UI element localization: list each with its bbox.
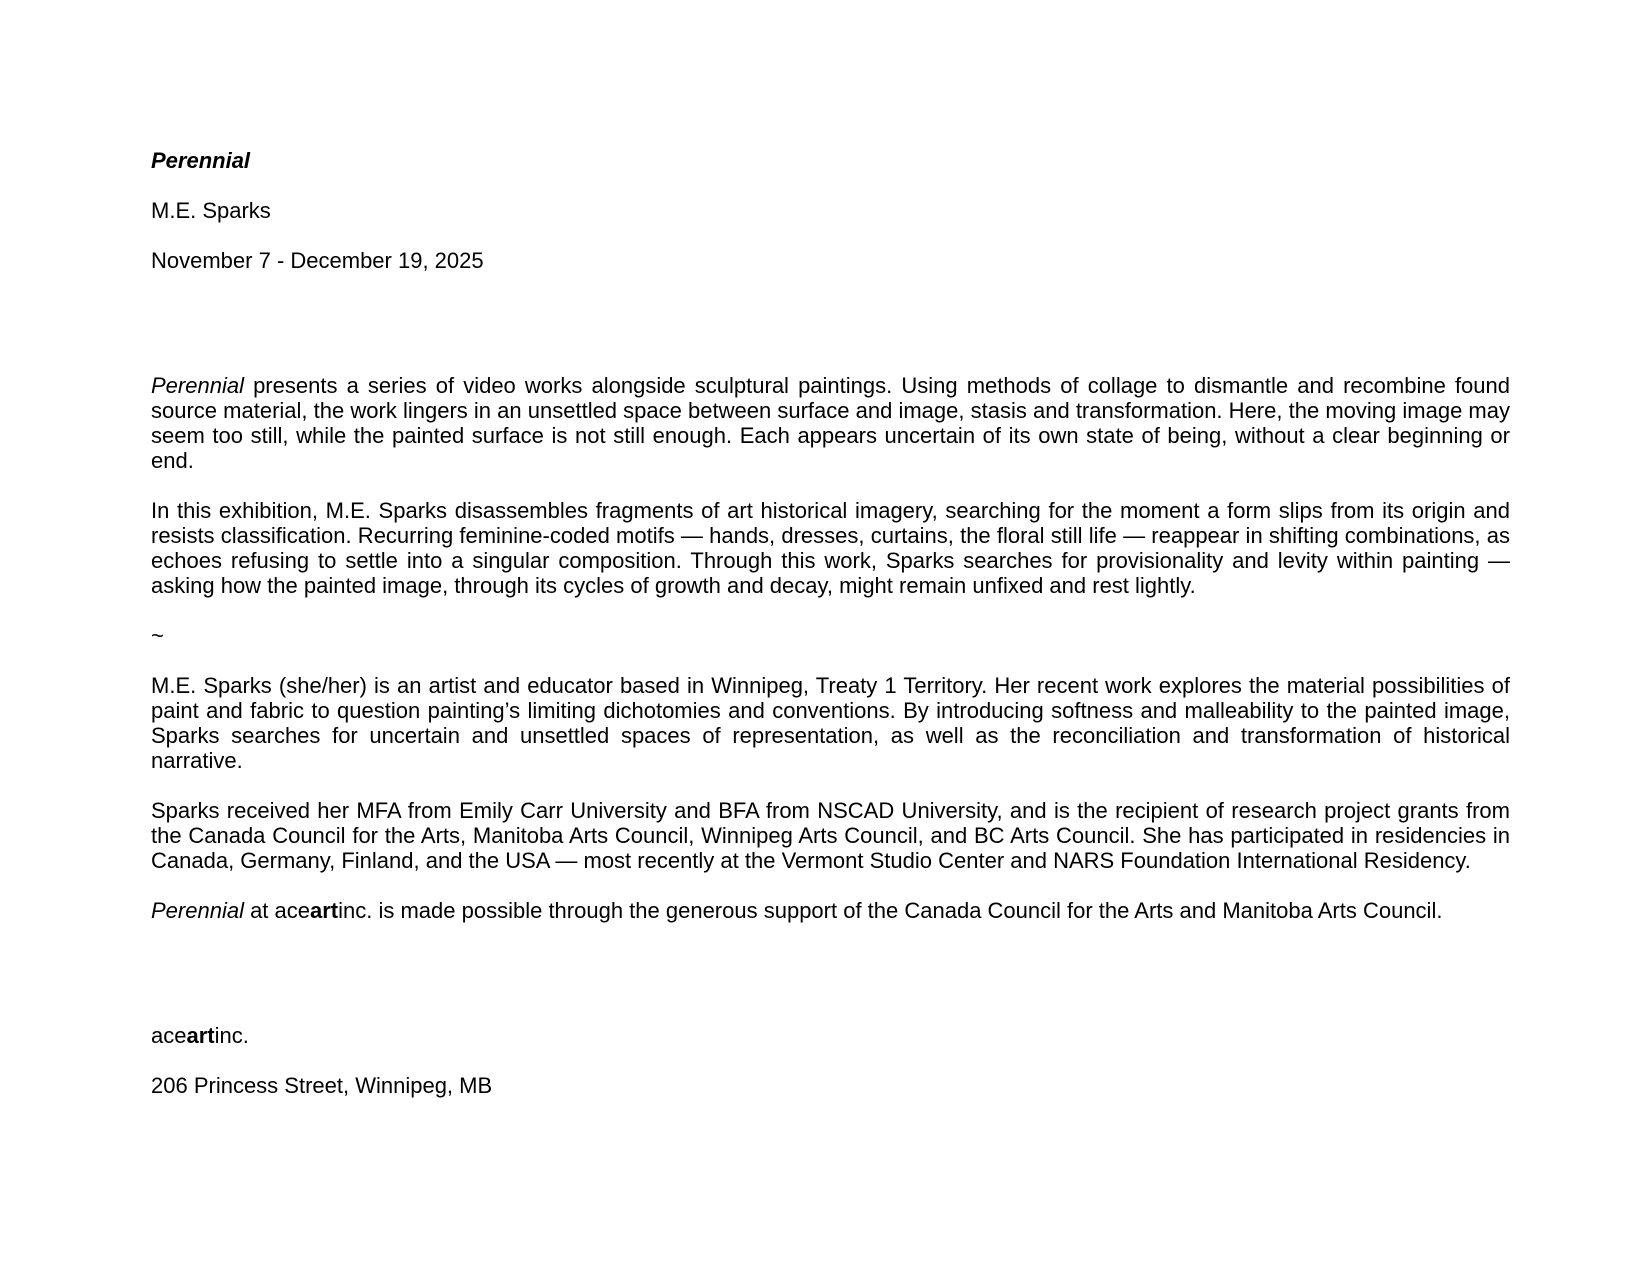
paragraph-bio: M.E. Sparks (she/her) is an artist and educator based in Winnipeg, Treaty 1 Territory. Her recent work explores the material possibilities of paint and fabric to question painting’s limiting dichotomies and conventions. By introducing softness and malleability to the painted image, Sparks searches for uncertain and unsettled spaces of representation, as well as the reconciliation and transformation of historical narrative. <box>151 673 1510 773</box>
artist-name: M.E. Sparks <box>151 198 271 223</box>
org-name-prefix: ace <box>151 1023 187 1048</box>
paragraph-education: Sparks received her MFA from Emily Carr University and BFA from NSCAD University, and is the recipient of research project grants from the Canada Council for the Arts, Manitoba Arts Council, Winnipeg Arts Council, and BC Arts Council. She has participated in residencies in Canada, Germany, Finland, and the USA — most recently at the Vermont Studio Center and NARS Foundation International Residency. <box>151 798 1510 873</box>
spacer <box>151 923 1510 1023</box>
inline-title: Perennial <box>151 898 244 923</box>
org-name <box>151 1023 1510 1048</box>
paragraph-support <box>151 898 1510 923</box>
document-page <box>151 148 1510 1123</box>
section-separator: ~ <box>151 623 164 648</box>
support-text-prefix: at ace <box>243 898 310 923</box>
support-org-bold: art <box>310 898 339 923</box>
paragraph-exhibition: In this exhibition, M.E. Sparks disassembles fragments of art historical imagery, searching for the moment a form slips from its origin and resists classification. Recurring feminine-coded motifs — hands, dresses, curtains, the floral still life — reappear in shifting combinations, as echoes refusing to settle into a singular composition. Through this work, Sparks searches for provisionality and levity within painting — asking how the painted image, through its cycles of growth and decay, might remain unfixed and rest lightly. <box>151 498 1510 598</box>
org-name-suffix: inc. <box>214 1023 249 1048</box>
spacer <box>151 298 1510 373</box>
paragraph-intro <box>151 373 1510 473</box>
paragraph-intro-text: presents a series of video works alongside sculptural paintings. Using methods of collage to dismantle and recombine found source material, the work lingers in an unsettled space between surface and image, stasis and transformation. Here, the moving image may seem too still, while the painted surface is not still enough. Each appears uncertain of its own state of being, without a clear beginning or end. <box>151 373 1510 473</box>
inline-title: Perennial <box>151 373 244 398</box>
org-name-bold: art <box>186 1023 215 1048</box>
support-text: inc. is made possible through the generous support of the Canada Council for the Arts and Manitoba Arts Council. <box>338 898 1443 923</box>
exhibition-title: Perennial <box>151 148 251 173</box>
org-address: 206 Princess Street, Winnipeg, MB <box>151 1073 493 1098</box>
exhibition-dates: November 7 - December 19, 2025 <box>151 248 484 273</box>
